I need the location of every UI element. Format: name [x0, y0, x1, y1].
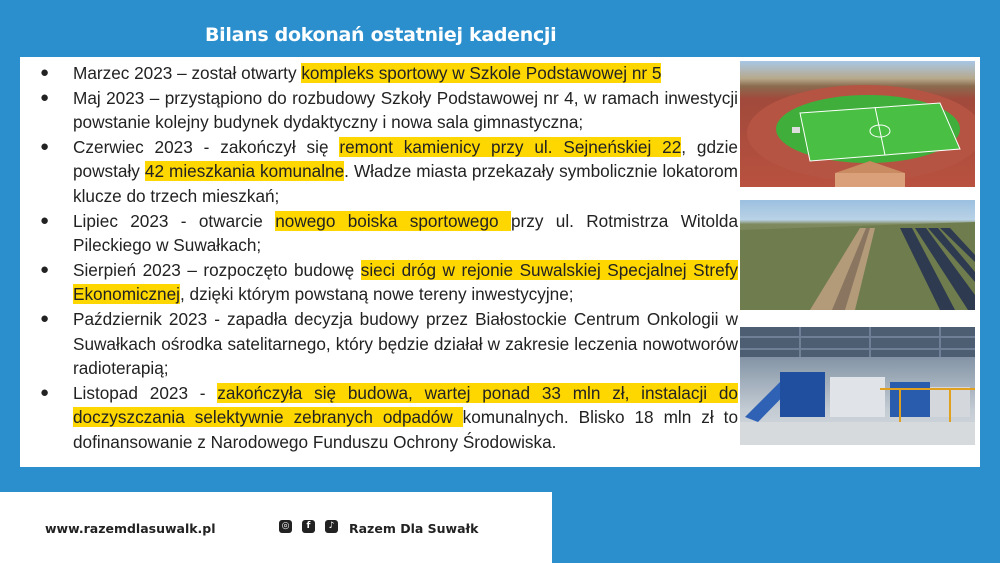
bullet-icon: ●	[40, 260, 50, 278]
list-item	[30, 209, 738, 258]
achievements-list	[30, 61, 738, 455]
item-text: , dzięki którym powstaną nowe tereny inwestycyjne;	[180, 284, 574, 305]
item-text: . Władze miasta przekazały symbolicznie lokatorom klucze do trzech mieszkań;	[73, 161, 738, 206]
tiktok-icon[interactable]: ♪	[325, 520, 338, 533]
item-text: komunalnych. Blisko 18 mln zł to dofinansowanie z Narodowego Funduszu Ochrony Środowiska.	[73, 407, 739, 452]
bullet-icon: ●	[40, 309, 50, 327]
item-text: Listopad 2023 -	[73, 382, 218, 403]
item-highlight: zakończyła się budowa, wartej ponad 33 mln zł, instalacji do doczyszczania selektywnie zebranych odpadów	[73, 382, 738, 428]
website-link[interactable]: www.razemdlasuwalk.pl	[45, 521, 216, 536]
list-item	[30, 381, 738, 455]
bullet-icon: ●	[40, 64, 50, 81]
list-item	[30, 86, 738, 135]
list-item	[30, 307, 738, 381]
slide-title: Bilans dokonań ostatniej kadencji	[205, 24, 557, 46]
bullet-icon: ●	[40, 88, 50, 106]
item-text: Lipiec 2023 - otwarcie	[73, 210, 276, 231]
item-highlight: remont kamienicy przy ul. Sejneńskiej 22	[339, 136, 682, 157]
road-construction-photo	[740, 200, 975, 310]
waste-facility-photo	[740, 327, 975, 445]
brand-name: Razem Dla Suwałk	[349, 521, 479, 536]
list-item	[30, 61, 738, 86]
stadium-photo	[740, 61, 975, 187]
item-highlight: 42 mieszkania komunalne	[144, 161, 345, 182]
item-highlight: sieci dróg w rejonie Suwalskiej Specjalnej Strefy Ekonomicznej	[73, 259, 738, 305]
item-text: Październik 2023 - zapadła decyzja budowy przez Białostockie Centrum Onkologii w Suwałkach ośrodka satelitarnego, który będzie działał w zakresie leczenia nowotworów radioterapią;	[73, 308, 738, 379]
instagram-icon[interactable]: ◎	[279, 520, 292, 533]
item-text: Marzec 2023 – został otwarty	[73, 63, 302, 83]
item-text: Sierpień 2023 – rozpoczęto budowę	[73, 259, 361, 280]
item-text: przy ul. Rotmistrza Witolda Pileckiego w Suwałkach;	[73, 210, 739, 256]
facebook-icon[interactable]: f	[302, 520, 315, 533]
item-highlight: kompleks sportowy w Szkole Podstawowej nr 5	[301, 63, 662, 83]
bullet-icon: ●	[40, 383, 50, 401]
list-item	[30, 258, 738, 307]
item-text: Czerwiec 2023 - zakończył się	[73, 136, 340, 157]
item-highlight: nowego boiska sportowego	[275, 210, 511, 231]
list-item	[30, 135, 738, 209]
item-text: Maj 2023 – przystąpiono do rozbudowy Szkoły Podstawowej nr 4, w ramach inwestycji powstanie kolejny budynek dydaktyczny i nowa sala gimnastyczna;	[73, 87, 738, 133]
bullet-icon: ●	[40, 211, 50, 229]
item-text: , gdzie powstały	[73, 136, 738, 182]
bullet-icon: ●	[40, 137, 50, 155]
